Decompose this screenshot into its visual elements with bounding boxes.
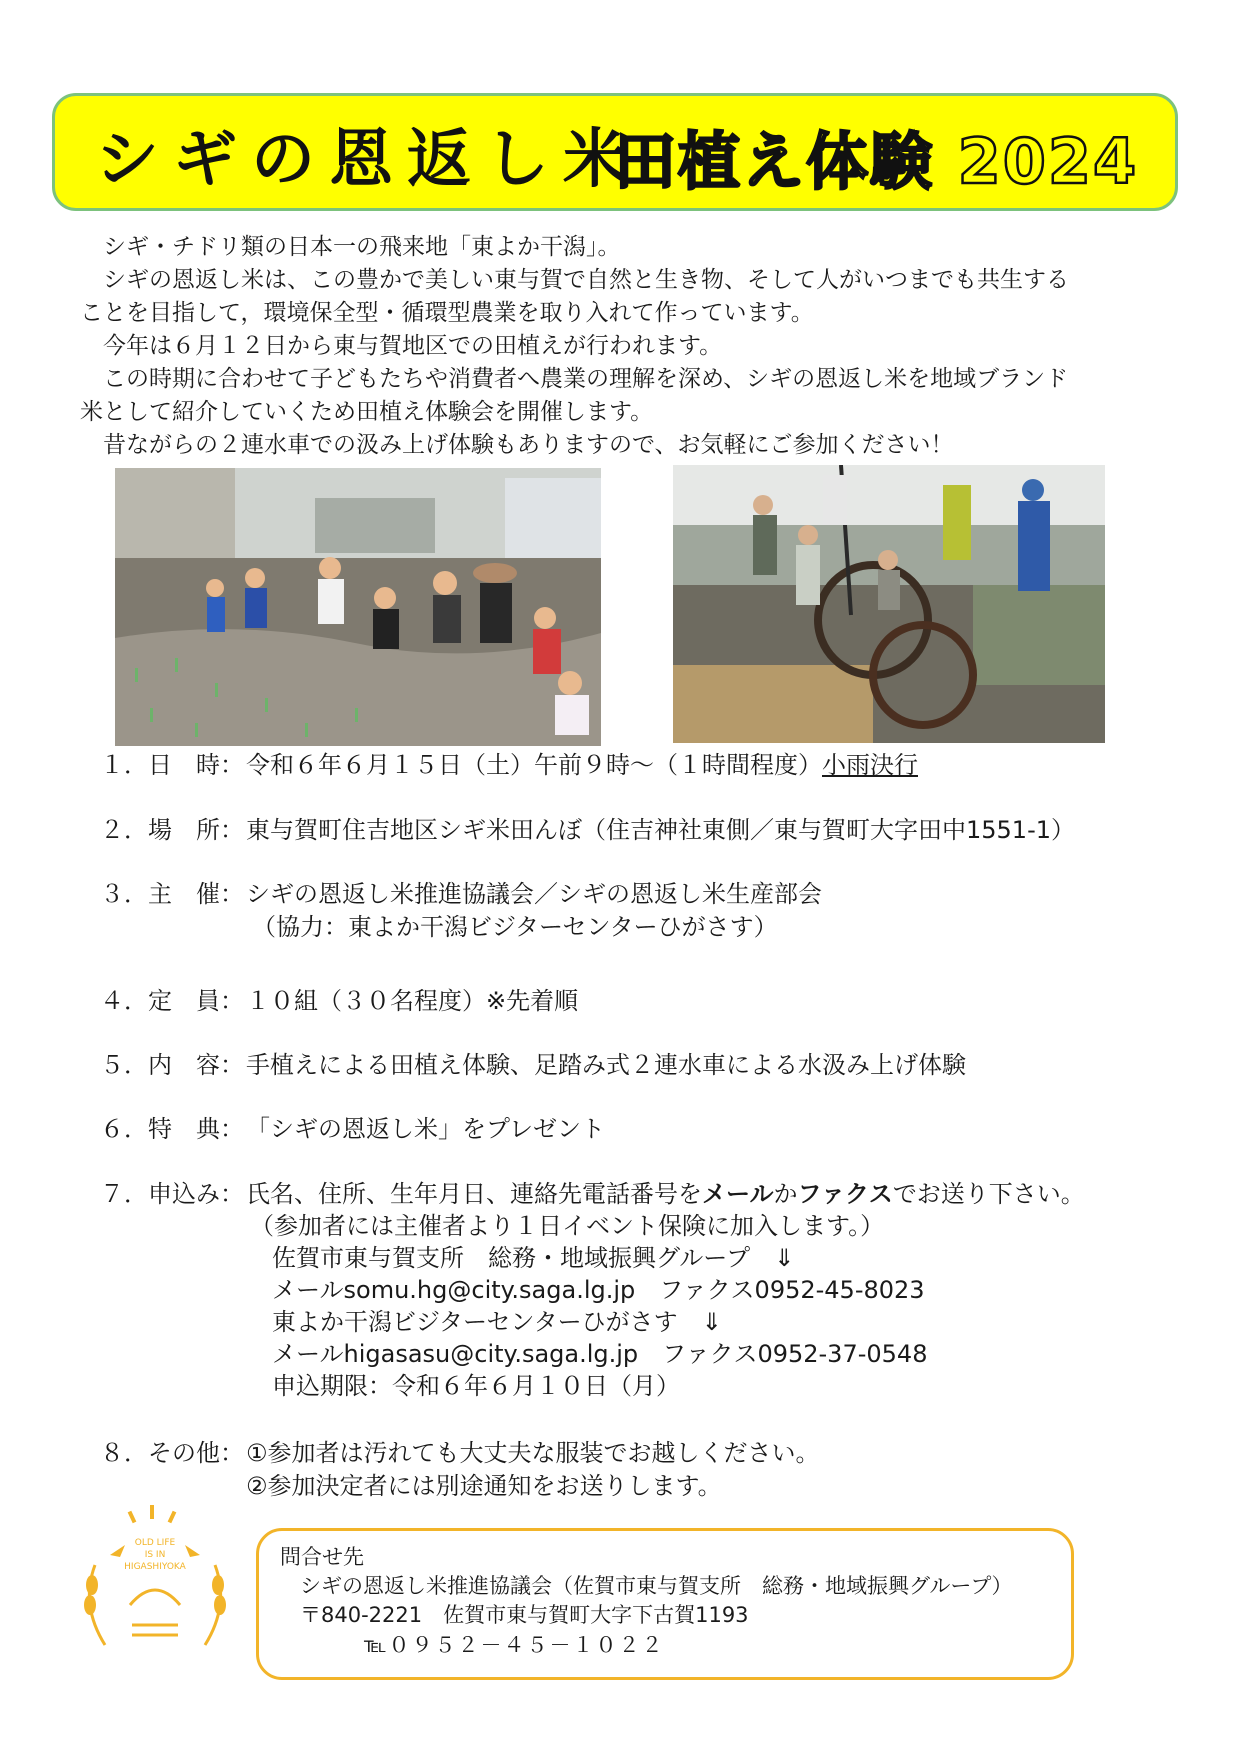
date-label: １．日 時： <box>100 751 244 779</box>
gift-label: ６．特 典： <box>100 1115 244 1143</box>
apply-text-b: か <box>773 1180 798 1208</box>
intro-line: この時期に合わせて子どもたちや消費者へ農業の理解を深め、シギの恩返し米を地域ブランド <box>80 366 1069 392</box>
logo-text-1: OLD LIFE <box>134 1538 176 1548</box>
apply-deadline: 申込期限：令和６年６月１０日（月） <box>272 1372 680 1400</box>
content-label: ５．内 容： <box>100 1051 244 1079</box>
contact-address: 〒840-2221 佐賀市東与賀町大字下古賀1193 <box>300 1603 749 1627</box>
mail-word: メール <box>702 1180 774 1208</box>
logo-text-2: IS IN <box>144 1550 166 1560</box>
intro-line: シギ・チドリ類の日本一の飛来地「東よか干潟」。 <box>80 234 621 260</box>
host-label: ３．主 催： <box>100 880 244 908</box>
title-sub: 田植え体験 2024 <box>614 125 1139 198</box>
contact-tel: ℡０９５２－４５－１０２２ <box>364 1633 665 1657</box>
date-value <box>246 749 918 781</box>
gift-value: 「シギの恩返し米」をプレゼント <box>246 1115 606 1143</box>
other-line1: ①参加者は汚れても大丈夫な服装でお越しください。 <box>246 1439 820 1467</box>
intro-line: 昔ながらの２連水車での汲み上げ体験もありますので、お気軽にご参加ください！ <box>80 432 954 458</box>
host-value: シギの恩返し米推進協議会／シギの恩返し米生産部会 <box>246 880 822 908</box>
apply-contact2: メールhigasasu@city.saga.lg.jp ファクス0952-37-0548 <box>272 1340 928 1368</box>
detail-content <box>0 1049 1240 1081</box>
capacity-label: ４．定 員： <box>100 987 244 1015</box>
apply-text-a: 氏名、住所、生年月日、連絡先電話番号を <box>246 1180 702 1208</box>
logo-text-3: HIGASHIYOKA <box>124 1562 186 1572</box>
water-wheel-photo <box>673 465 1105 743</box>
detail-apply <box>0 1178 1240 1418</box>
detail-date <box>0 749 1240 781</box>
rice-planting-photo <box>115 468 601 746</box>
detail-gift <box>0 1113 1240 1145</box>
other-line2: ②参加決定者には別途通知をお送りします。 <box>246 1472 722 1500</box>
host-coop: （協力：東よか干潟ビジターセンターひがさす） <box>252 913 778 941</box>
intro-line: シギの恩返し米は、この豊かで美しい東与賀で自然と生き物、そして人がいつまでも共生する <box>80 267 1069 293</box>
date-text: 令和６年６月１５日（土）午前９時～（１時間程度） <box>246 751 822 779</box>
content-value: 手植えによる田植え体験、足踏み式２連水車による水汲み上げ体験 <box>246 1051 966 1079</box>
apply-label: ７．申込み： <box>100 1180 244 1208</box>
contact-org: シギの恩返し米推進協議会（佐賀市東与賀支所 総務・地域振興グループ） <box>300 1574 1013 1598</box>
apply-office2: 東よか干潟ビジターセンターひがさす ⇓ <box>272 1308 722 1336</box>
apply-office1: 佐賀市東与賀支所 総務・地域振興グループ ⇓ <box>272 1244 795 1272</box>
intro-line: 今年は６月１２日から東与賀地区での田植えが行われます。 <box>80 333 723 359</box>
higashiyoka-logo <box>70 1495 240 1665</box>
contact-heading: 問合せ先 <box>280 1545 364 1569</box>
apply-text-c: でお送り下さい。 <box>892 1180 1085 1208</box>
detail-capacity <box>0 985 1240 1017</box>
apply-contact1: メールsomu.hg@city.saga.lg.jp ファクス0952-45-8023 <box>272 1276 925 1304</box>
intro-line: ことを目指して，環境保全型・循環型農業を取り入れて作っています。 <box>80 300 814 326</box>
capacity-value: １０組（３０名程度）※先着順 <box>246 987 579 1015</box>
other-label: ８．その他： <box>100 1439 244 1467</box>
place-value: 東与賀町住吉地区シギ米田んぼ（住吉神社東側／東与賀町大字田中1551-1） <box>246 816 1076 844</box>
detail-host <box>0 878 1240 948</box>
fax-word: ファクス <box>797 1180 893 1208</box>
place-label: ２．場 所： <box>100 816 244 844</box>
rain-note: 小雨決行 <box>822 751 918 779</box>
apply-value <box>246 1178 1085 1210</box>
intro-line: 米として紹介していくため田植え体験会を開催します。 <box>80 399 654 425</box>
detail-place <box>0 814 1240 846</box>
title-main: シギの恩返し米 <box>95 123 641 197</box>
apply-insurance: （参加者には主催者より１日イベント保険に加入します。） <box>250 1212 885 1240</box>
